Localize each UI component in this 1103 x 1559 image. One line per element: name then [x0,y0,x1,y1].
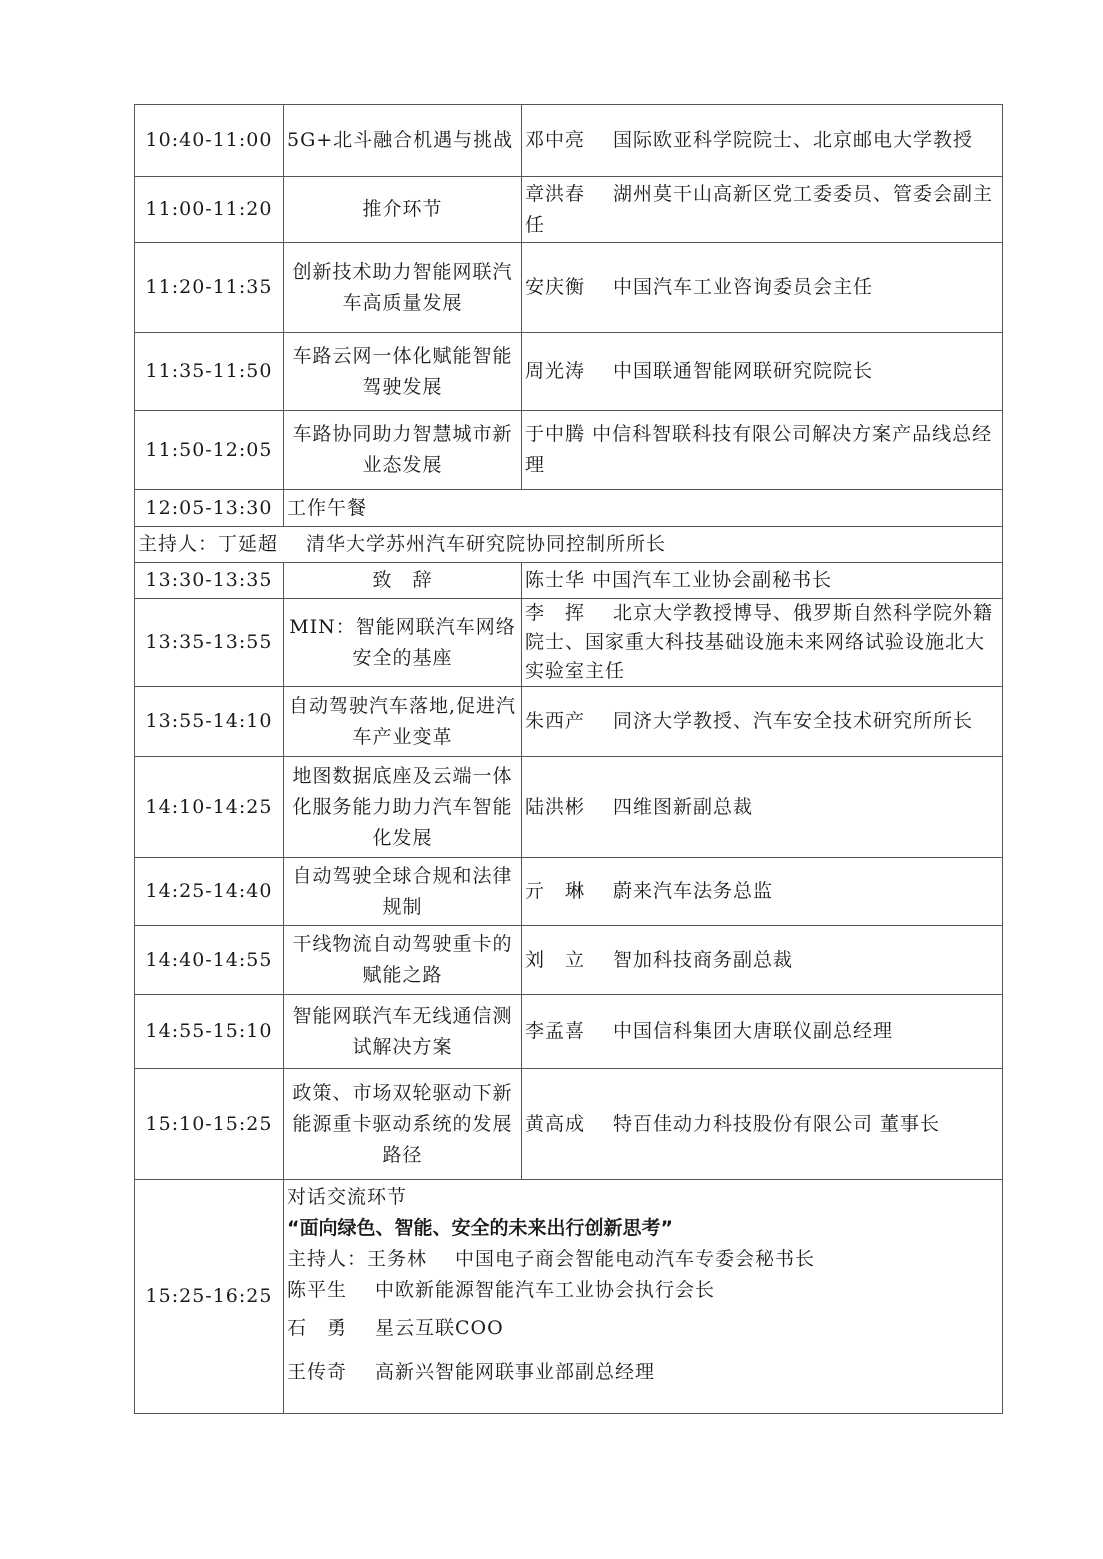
member-title: 中欧新能源智能汽车工业协会执行会长 [375,1279,716,1301]
speaker-cell [522,333,1003,411]
speaker-name: 邓中亮 [525,129,586,151]
speaker-name: 亓 琳 [525,880,586,902]
panel-member [287,1350,999,1394]
time-cell: 14:40-14:55 [135,926,284,995]
member-name: 陈平生 [287,1279,348,1301]
speaker-cell [522,687,1003,757]
table-row [135,599,1003,687]
table-row [135,105,1003,177]
topic-cell: MIN：智能网联汽车网络安全的基座 [284,599,522,687]
time-cell: 14:55-15:10 [135,995,284,1069]
time-cell: 15:10-15:25 [135,1069,284,1180]
time-cell: 13:35-13:55 [135,599,284,687]
panel-cell [284,1180,1003,1414]
table-row [135,333,1003,411]
topic-cell: 5G+北斗融合机遇与挑战 [284,105,522,177]
topic-cell: 车路协同助力智慧城市新业态发展 [284,411,522,490]
speaker-name: 李孟喜 [525,1020,586,1042]
speaker-title: 蔚来汽车法务总监 [613,880,774,902]
speaker-title: 特百佳动力科技股份有限公司 董事长 [613,1112,941,1135]
member-name: 王传奇 [287,1361,348,1383]
host-row [135,527,1003,563]
table-row [135,1069,1003,1180]
speaker-title: 中国汽车工业咨询委员会主任 [613,276,874,298]
panel-host-title: 中国电子商会智能电动汽车专委会秘书长 [455,1248,816,1270]
topic-cell: 自动驾驶汽车落地,促进汽车产业变革 [284,687,522,757]
topic-cell: 自动驾驶全球合规和法律规制 [284,858,522,926]
speaker-name: 陈士华 [525,569,586,591]
speaker-title: 国际欧亚科学院院士、北京邮电大学教授 [613,129,974,151]
panel-theme: “面向绿色、智能、安全的未来出行创新思考” [287,1217,673,1239]
panel-heading: 对话交流环节 [287,1186,408,1208]
host-label: 主持人：丁延超 [138,533,279,555]
table-row [135,563,1003,599]
panel-host [287,1244,999,1275]
time-cell: 15:25-16:25 [135,1180,284,1414]
speaker-cell [522,757,1003,858]
speaker-title: 中国联通智能网联研究院院长 [613,360,874,382]
table-row [135,926,1003,995]
speaker-cell [522,599,1003,687]
time-cell: 12:05-13:30 [135,490,284,527]
time-cell: 11:35-11:50 [135,333,284,411]
lunch-label: 工作午餐 [284,490,1003,527]
topic-cell: 地图数据底座及云端一体化服务能力助力汽车智能化发展 [284,757,522,858]
panel-member [287,1306,999,1350]
speaker-title: 中国信科集团大唐联仪副总经理 [613,1020,894,1042]
table-row [135,757,1003,858]
time-cell: 10:40-11:00 [135,105,284,177]
table-row [135,995,1003,1069]
speaker-name: 刘 立 [525,948,586,971]
speaker-name: 安庆衡 [525,276,586,298]
topic-cell: 致 辞 [284,563,522,599]
topic-cell: 政策、市场双轮驱动下新能源重卡驱动系统的发展路径 [284,1069,522,1180]
speaker-name: 章洪春 [525,182,586,205]
speaker-cell [522,105,1003,177]
speaker-cell [522,926,1003,995]
speaker-cell [522,243,1003,333]
table-row [135,858,1003,926]
time-cell: 11:50-12:05 [135,411,284,490]
speaker-name: 陆洪彬 [525,795,586,818]
table-row [135,687,1003,757]
panel-row [135,1180,1003,1414]
speaker-title: 中信科智联科技有限公司解决方案产品线总经理 [525,423,993,476]
speaker-title: 智加科技商务副总裁 [613,948,794,971]
panel-member [287,1275,999,1306]
time-cell: 11:00-11:20 [135,177,284,243]
speaker-cell [522,563,1003,599]
table-row [135,411,1003,490]
host-cell [135,527,1003,563]
speaker-title: 四维图新副总裁 [613,795,754,818]
speaker-name: 周光涛 [525,360,586,382]
speaker-cell [522,177,1003,243]
member-name: 石 勇 [287,1317,348,1339]
speaker-name: 黄高成 [525,1112,586,1135]
time-cell: 14:10-14:25 [135,757,284,858]
table-row [135,177,1003,243]
speaker-cell [522,995,1003,1069]
panel-host-label: 主持人：王务林 [287,1248,428,1270]
agenda-table [134,104,1003,1414]
member-title: 高新兴智能网联事业部副总经理 [375,1361,656,1383]
speaker-name: 李 挥 [525,602,586,624]
time-cell: 13:55-14:10 [135,687,284,757]
time-cell: 13:30-13:35 [135,563,284,599]
speaker-cell [522,1069,1003,1180]
member-title: 星云互联COO [375,1317,504,1339]
topic-cell: 干线物流自动驾驶重卡的赋能之路 [284,926,522,995]
table-row [135,243,1003,333]
speaker-title: 北京大学教授博导、俄罗斯自然科学院外籍院士、国家重大科技基础设施未来网络试验设施北大实验室主任 [525,602,994,682]
speaker-name: 朱西产 [525,710,586,732]
time-cell: 11:20-11:35 [135,243,284,333]
speaker-cell [522,858,1003,926]
topic-cell: 创新技术助力智能网联汽车高质量发展 [284,243,522,333]
host-title: 清华大学苏州汽车研究院协同控制所所长 [306,533,667,555]
topic-cell: 推介环节 [284,177,522,243]
topic-cell: 车路云网一体化赋能智能驾驶发展 [284,333,522,411]
speaker-cell [522,411,1003,490]
topic-cell: 智能网联汽车无线通信测试解决方案 [284,995,522,1069]
time-cell: 14:25-14:40 [135,858,284,926]
speaker-name: 于中腾 [525,423,586,445]
speaker-title: 同济大学教授、汽车安全技术研究所所长 [613,710,974,732]
speaker-title: 中国汽车工业协会副秘书长 [592,569,833,591]
speaker-title: 湖州莫干山高新区党工委委员、管委会副主任 [525,182,994,236]
lunch-row [135,490,1003,527]
